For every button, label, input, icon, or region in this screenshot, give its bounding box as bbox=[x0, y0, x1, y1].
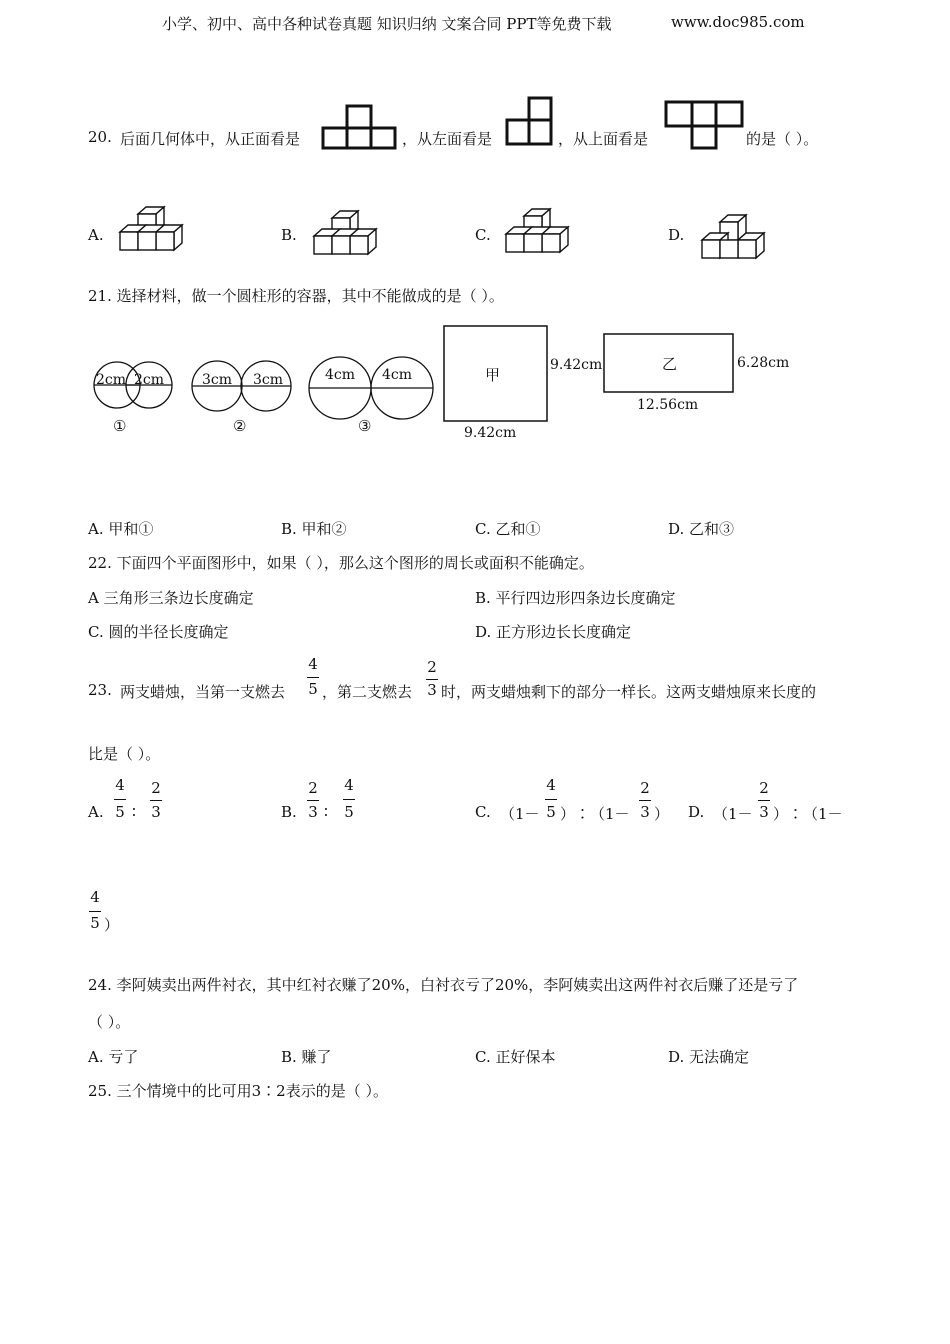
q20-option-a-figure bbox=[116, 204, 196, 258]
top-view-figure bbox=[664, 100, 746, 152]
q23-c-frac2-den: 3 bbox=[640, 803, 650, 821]
circle-group-2-number: ② bbox=[233, 417, 247, 435]
q23-c-frac1-num: 4 bbox=[546, 776, 556, 794]
q23-frac1-numerator: 4 bbox=[308, 655, 318, 673]
q20-text-4: 的是（ ）。 bbox=[746, 130, 819, 148]
q23-b-frac2-num: 4 bbox=[344, 776, 354, 794]
q23-b-frac1-num: 2 bbox=[308, 779, 318, 797]
yi-bottom-length: 12.56cm bbox=[637, 397, 699, 413]
q20-option-d-figure bbox=[698, 212, 778, 262]
circle-3b-label: 4cm bbox=[382, 367, 413, 383]
q22-option-d[interactable]: D. 正方形边长长度确定 bbox=[475, 623, 632, 641]
circle-group-3-number: ③ bbox=[358, 417, 372, 435]
q20-number: 20. bbox=[88, 128, 112, 146]
q23-option-a-label[interactable]: A. bbox=[88, 803, 104, 821]
q23-a-frac2-num: 2 bbox=[151, 779, 161, 797]
q23-option-b-label[interactable]: B. bbox=[281, 803, 297, 821]
q23-d-close: ） bbox=[104, 916, 120, 934]
q21-question: 21. 选择材料，做一个圆柱形的容器，其中不能做成的是（ ）。 bbox=[88, 287, 504, 305]
q21-option-d[interactable]: D. 乙和③ bbox=[668, 520, 735, 538]
q20-option-a-label[interactable]: A. bbox=[88, 226, 104, 244]
q23-b-frac1-den: 3 bbox=[308, 803, 318, 821]
q20-option-d-label[interactable]: D. bbox=[668, 226, 685, 244]
q23-b-frac1-bar bbox=[307, 800, 319, 801]
q23-option-c-label[interactable]: C. bbox=[475, 803, 491, 821]
q20-text-3: ，从上面看是 bbox=[558, 130, 649, 148]
q20-option-b-figure bbox=[310, 208, 390, 262]
jia-side-length: 9.42cm bbox=[550, 357, 603, 373]
q23-d-open: （1－ bbox=[713, 805, 753, 823]
q22-option-c[interactable]: C. 圆的半径长度确定 bbox=[88, 623, 229, 641]
q23-c-frac2-bar bbox=[639, 800, 651, 801]
q23-a-frac1-den: 5 bbox=[115, 803, 125, 821]
q23-d-frac1-bar bbox=[758, 800, 770, 801]
q23-d-frac2-den: 5 bbox=[90, 914, 100, 932]
q23-a-frac1-num: 4 bbox=[115, 776, 125, 794]
q23-d-frac2-num: 4 bbox=[90, 888, 100, 906]
circle-group-1-number: ① bbox=[113, 417, 127, 435]
q23-frac2-bar bbox=[426, 679, 438, 680]
yi-label: 乙 bbox=[662, 355, 678, 373]
q24-option-b[interactable]: B. 赚了 bbox=[281, 1048, 332, 1066]
q23-c-frac1-bar bbox=[545, 799, 557, 800]
jia-bottom-length: 9.42cm bbox=[464, 425, 517, 441]
q23-d-frac1-den: 3 bbox=[759, 803, 769, 821]
q25-question: 25. 三个情境中的比可用3∶2表示的是（ ）。 bbox=[88, 1082, 388, 1100]
header-text: 小学、初中、高中各种试卷真题 知识归纳 文案合同 PPT等免费下载 bbox=[162, 15, 612, 33]
q23-text-line2: 比是（ ）。 bbox=[88, 745, 161, 763]
q23-a-frac2-den: 3 bbox=[151, 803, 161, 821]
q24-option-a[interactable]: A. 亏了 bbox=[88, 1048, 139, 1066]
q23-text-1: 两支蜡烛，当第一支燃去 bbox=[120, 683, 286, 701]
q23-b-colon: ∶ bbox=[324, 803, 328, 821]
q23-frac1-denominator: 5 bbox=[308, 680, 318, 698]
q23-frac1-bar bbox=[307, 677, 319, 678]
q23-text-3: 时，两支蜡烛剩下的部分一样长。这两支蜡烛原来长度的 bbox=[441, 683, 817, 701]
q23-d-frac2-bar bbox=[89, 911, 101, 912]
q23-text-2: ，第二支燃去 bbox=[322, 683, 413, 701]
q20-option-c-figure bbox=[502, 206, 582, 260]
circle-2a-label: 3cm bbox=[202, 372, 233, 388]
jia-label: 甲 bbox=[485, 366, 501, 384]
q21-option-b[interactable]: B. 甲和② bbox=[281, 520, 347, 538]
q20-option-c-label[interactable]: C. bbox=[475, 226, 491, 244]
front-view-figure bbox=[321, 104, 401, 150]
q21-option-a[interactable]: A. 甲和① bbox=[88, 520, 154, 538]
circle-3a-label: 4cm bbox=[325, 367, 356, 383]
q23-frac2-denominator: 3 bbox=[427, 681, 437, 699]
q23-c-close: ） bbox=[654, 805, 670, 823]
q24-option-d[interactable]: D. 无法确定 bbox=[668, 1048, 750, 1066]
circle-1a-label: 2cm bbox=[96, 372, 127, 388]
q23-option-d-label[interactable]: D. bbox=[688, 803, 705, 821]
q23-c-frac2-num: 2 bbox=[640, 779, 650, 797]
q21-materials-figure bbox=[90, 322, 810, 452]
q23-c-open: （1－ bbox=[500, 805, 540, 823]
yi-side-length: 6.28cm bbox=[737, 355, 790, 371]
q23-number: 23. bbox=[88, 681, 112, 699]
q23-d-frac1-num: 2 bbox=[759, 779, 769, 797]
q23-b-frac2-den: 5 bbox=[344, 803, 354, 821]
q23-a-colon: ∶ bbox=[132, 803, 136, 821]
q24-question: 24. 李阿姨卖出两件衬衣，其中红衬衣赚了20%，白衬衣亏了20%，李阿姨卖出这两件衬衣后赚了还是亏了 bbox=[88, 976, 799, 994]
q23-c-middle: ）∶（1－ bbox=[560, 805, 630, 823]
q23-b-frac2-bar bbox=[343, 799, 355, 800]
q20-option-b-label[interactable]: B. bbox=[281, 226, 297, 244]
header-url[interactable]: www.doc985.com bbox=[671, 13, 805, 31]
q23-d-middle: ）∶（1－ bbox=[773, 805, 843, 823]
q23-c-frac1-den: 5 bbox=[546, 803, 556, 821]
q24-question-line2: （ ）。 bbox=[88, 1013, 131, 1031]
q20-text-1: 后面几何体中，从正面看是 bbox=[120, 130, 301, 148]
circle-1b-label: 2cm bbox=[134, 372, 165, 388]
left-view-figure bbox=[505, 96, 555, 148]
q20-text-2: ，从左面看是 bbox=[402, 130, 493, 148]
q23-a-frac1-bar bbox=[114, 799, 126, 800]
q23-frac2-numerator: 2 bbox=[427, 658, 437, 676]
q22-question: 22. 下面四个平面图形中，如果（ ），那么这个图形的周长或面积不能确定。 bbox=[88, 554, 594, 572]
q23-a-frac2-bar bbox=[150, 800, 162, 801]
q24-option-c[interactable]: C. 正好保本 bbox=[475, 1048, 556, 1066]
q22-option-a[interactable]: A 三角形三条边长度确定 bbox=[88, 589, 254, 607]
q22-option-b[interactable]: B. 平行四边形四条边长度确定 bbox=[475, 589, 676, 607]
circle-2b-label: 3cm bbox=[253, 372, 284, 388]
q21-option-c[interactable]: C. 乙和① bbox=[475, 520, 541, 538]
